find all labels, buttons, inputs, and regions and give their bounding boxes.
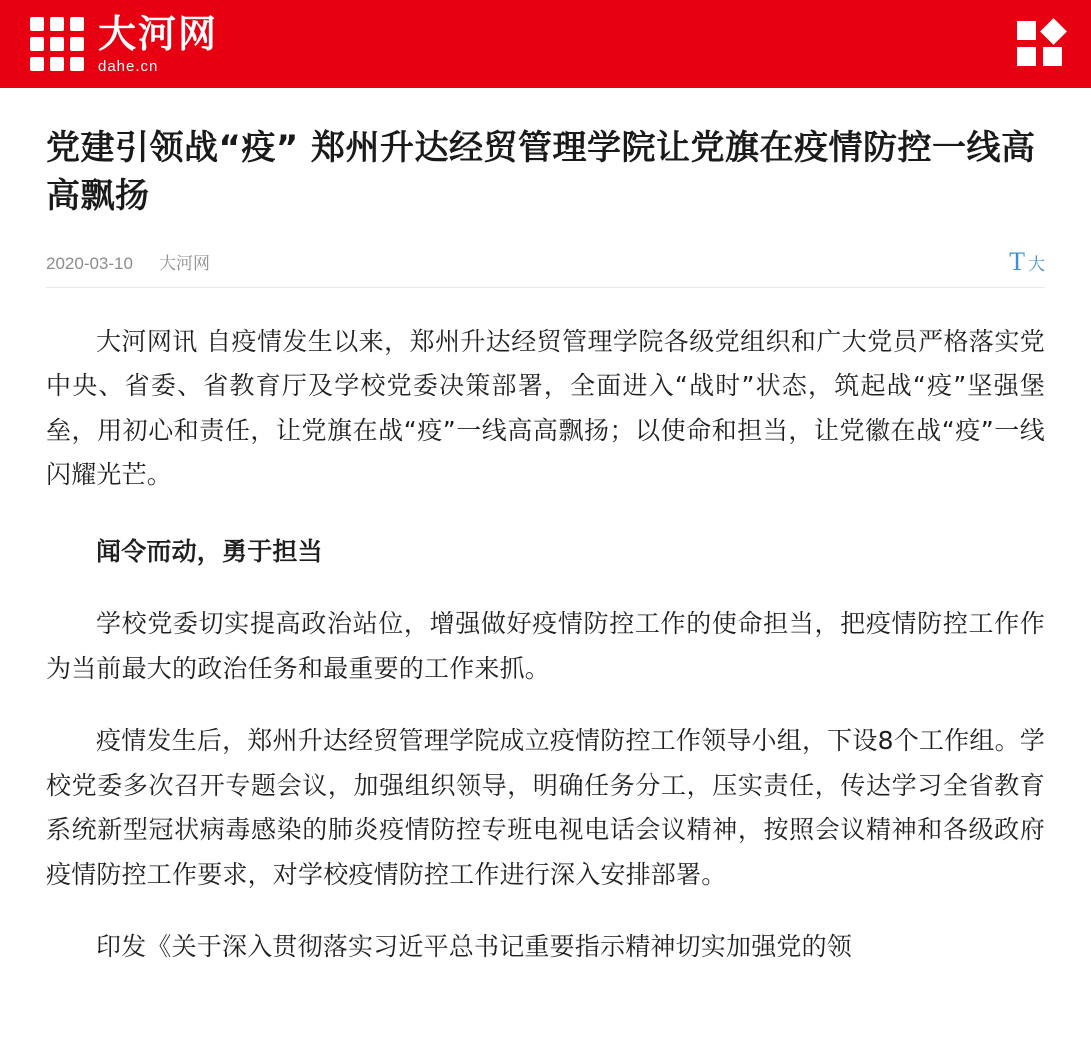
font-size-label[interactable]: 大 <box>1028 254 1045 275</box>
brand-domain: dahe.cn <box>98 57 159 75</box>
article-paragraph: 印发《关于深入贯彻落实习近平总书记重要指示精神切实加强党的领 <box>96 932 853 962</box>
article-source: 大河网 <box>158 254 210 275</box>
dot-grid-logo-icon <box>30 17 84 71</box>
font-size-large-icon[interactable]: T <box>1009 246 1025 276</box>
publish-date: 2020-03-10 <box>46 254 133 274</box>
article-container <box>0 124 1091 970</box>
article-body <box>46 298 1045 970</box>
page-title: 党建引领战“疫” 郑州升达经贸管理学院让党旗在疫情防控一线高高飘扬 <box>46 128 1036 217</box>
article-paragraph: 大河网讯 自疫情发生以来，郑州升达经贸管理学院各级党组织和广大党员严格落实党中央、省委、省教育厅及学校党委决策部署，全面进入“战时”状态，筑起战“疫”坚强堡垒，用初心和责任，让党旗在战“疫”一线高高飘扬；以使命和担当，让党徽在战“疫”一线闪耀光芒。 <box>46 326 1045 490</box>
article-subheading: 闻令而动，勇于担当 <box>96 536 323 566</box>
article-paragraph: 疫情发生后，郑州升达经贸管理学院成立疫情防控工作领导小组，下设8个工作组。学校党委多次召开专题会议，加强组织领导，明确任务分工，压实责任，传达学习全省教育系统新型冠状病毒感染的肺炎疫情防控专班电视电话会议精神，按照会议精神和各级政府疫情防控工作要求，对学校疫情防控工作进行深入安排部署。 <box>46 726 1045 889</box>
site-logo[interactable] <box>30 11 219 75</box>
font-size-control[interactable] <box>1009 246 1045 276</box>
grid-menu-icon[interactable] <box>1017 21 1063 67</box>
article-paragraph: 学校党委切实提高政治站位，增强做好疫情防控工作的使命担当，把疫情防控工作作为当前最大的政治任务和最重要的工作来抓。 <box>46 609 1045 683</box>
brand-text <box>98 11 219 75</box>
meta-left <box>46 249 210 274</box>
article-meta <box>46 246 1045 288</box>
brand-name: 大河网 <box>98 11 219 56</box>
site-header <box>0 0 1091 88</box>
